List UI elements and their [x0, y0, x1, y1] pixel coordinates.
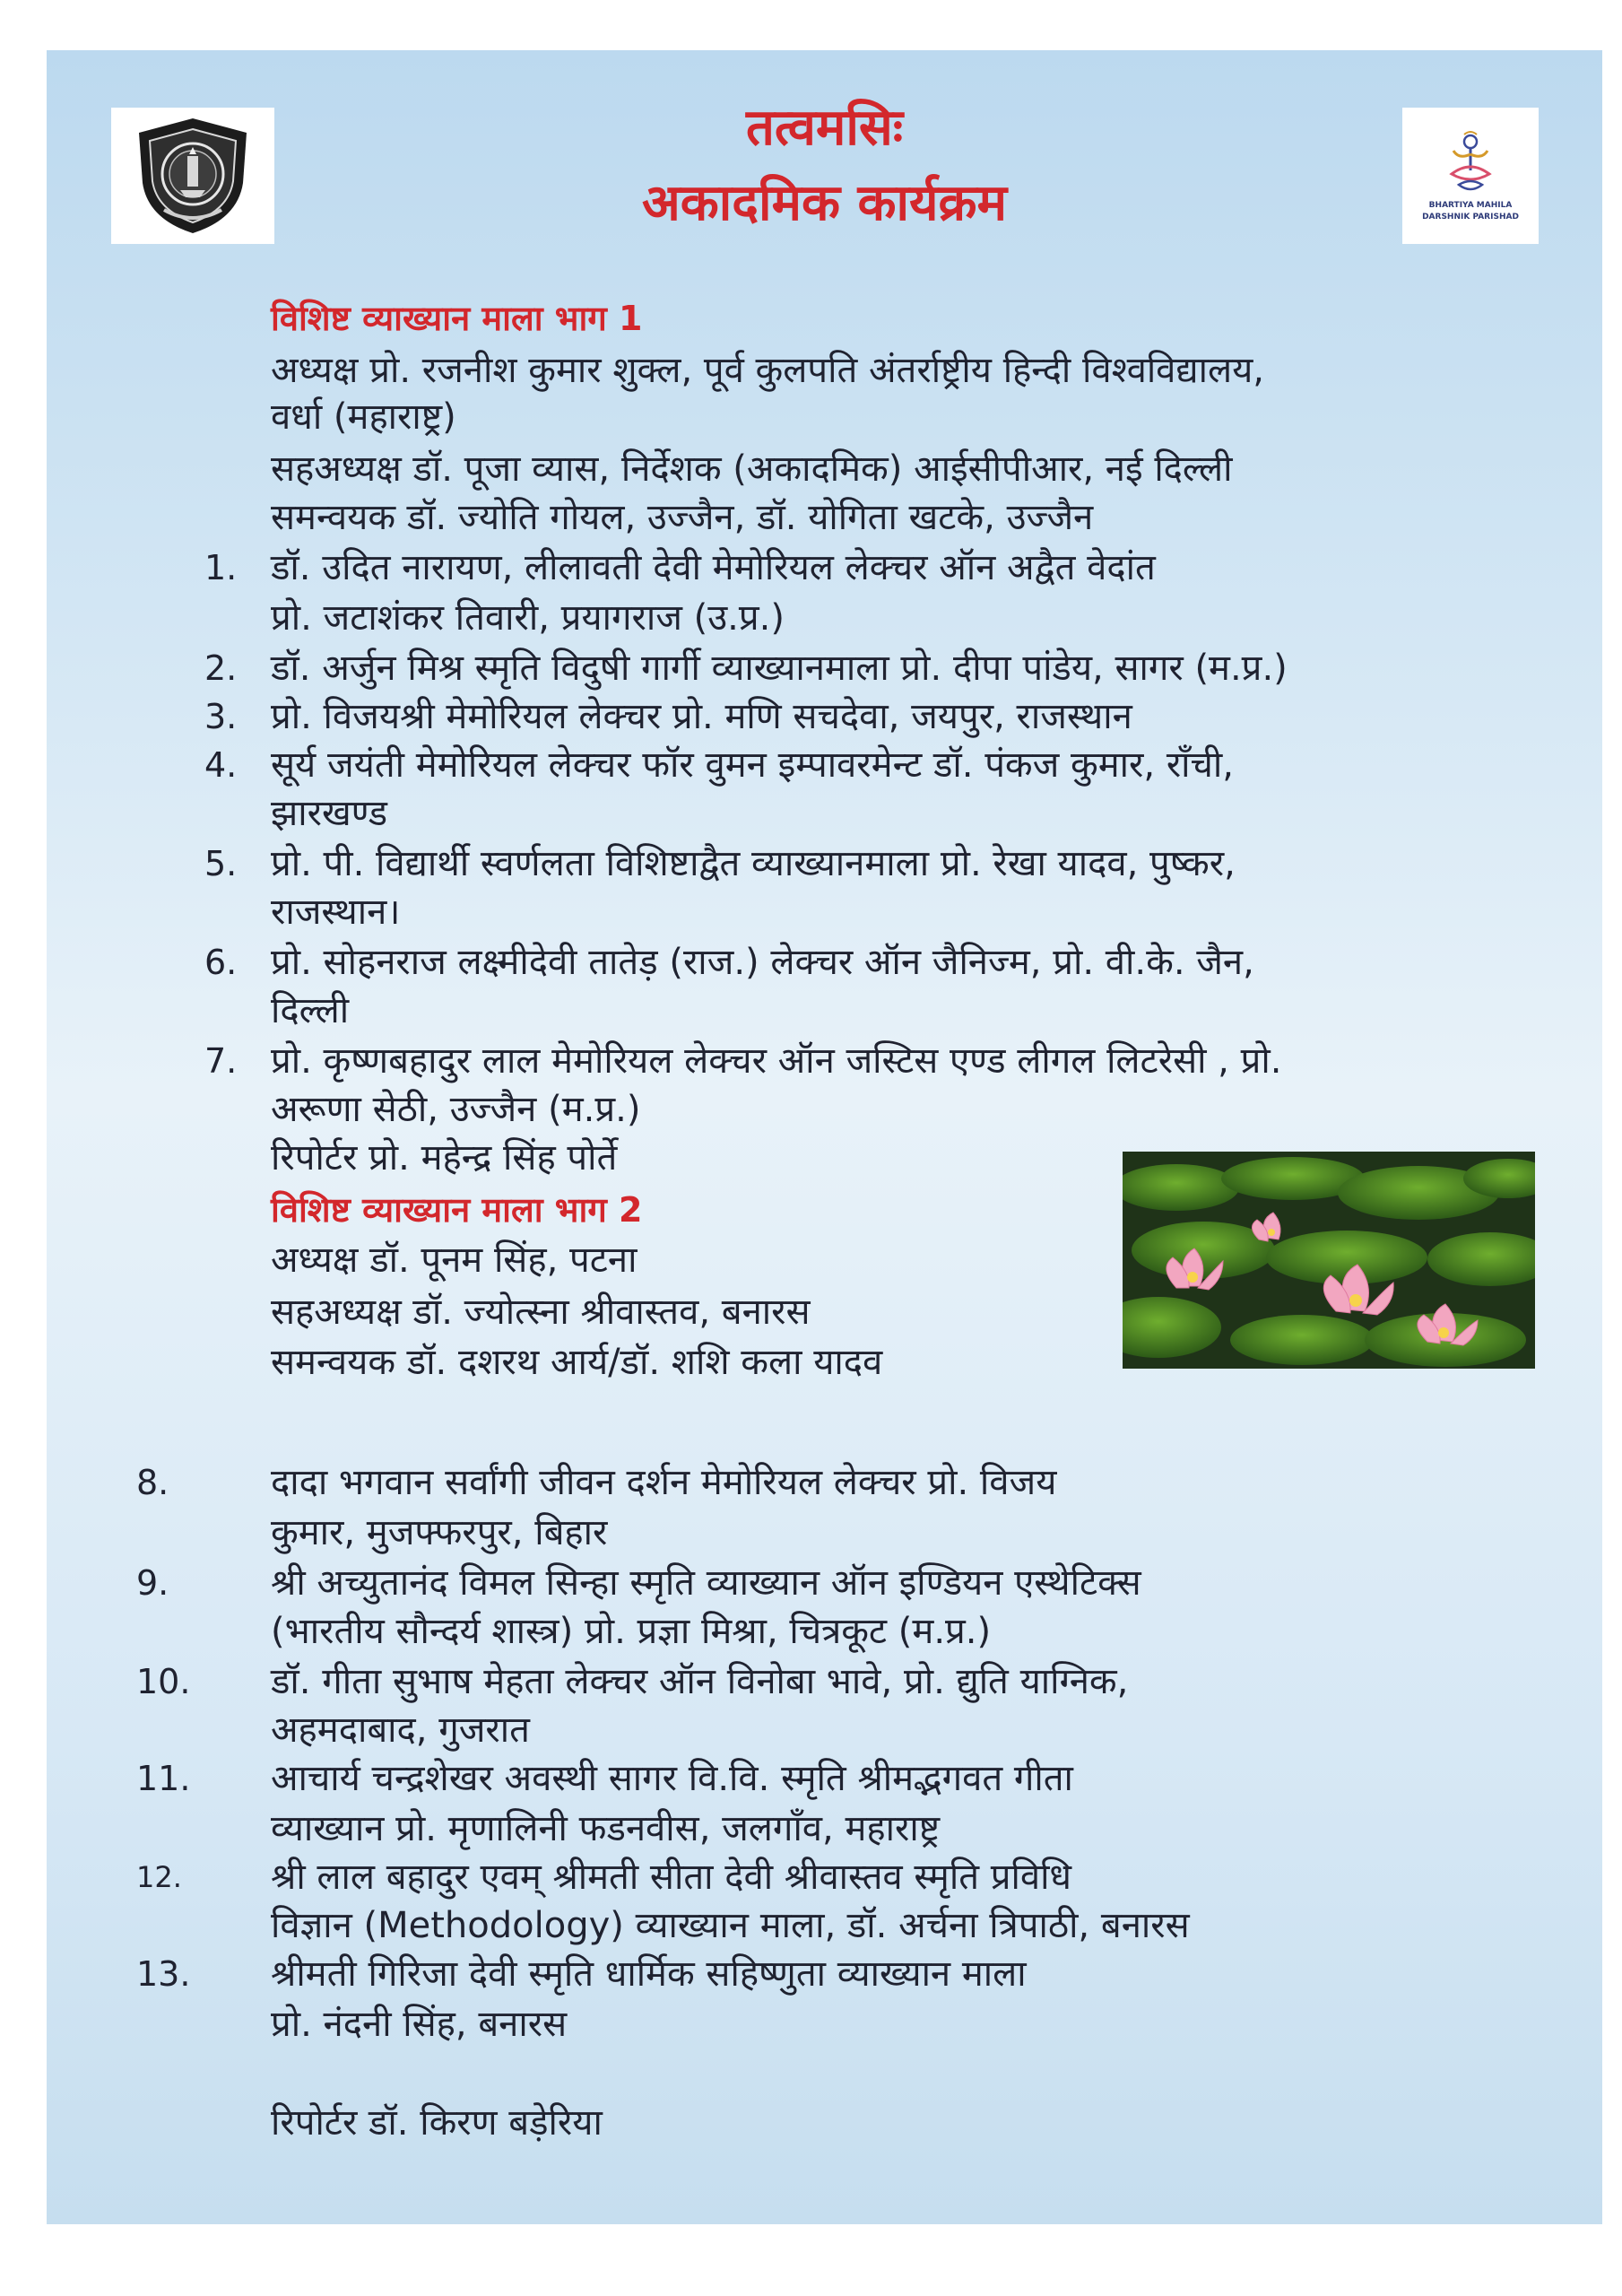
item-number: 4. [204, 745, 238, 785]
item-line: विज्ञान (Methodology) व्याख्यान माला, डॉ. अर्चना त्रिपाठी, बनारस [271, 1905, 1190, 1946]
series1-cochair: सहअध्यक्ष डॉ. पूजा व्यास, निर्देशक (अकादमिक) आईसीपीआर, नई दिल्ली [271, 448, 1233, 490]
item-number: 13. [136, 1954, 191, 1994]
series1-heading: विशिष्ट व्याख्यान माला भाग 1 [271, 299, 643, 338]
series1-reporter: रिपोर्टर प्रो. महेन्द्र सिंह पोर्ते [271, 1137, 618, 1178]
series2-reporter: रिपोर्टर डॉ. किरण बड़ेरिया [271, 2102, 603, 2144]
item-line: दादा भगवान सर्वांगी जीवन दर्शन मेमोरियल लेक्चर प्रो. विजय [271, 1462, 1057, 1503]
series1-chair-cont: वर्धा (महाराष्ट्र) [271, 396, 456, 438]
item-line: डॉ. अर्जुन मिश्र स्मृति विदुषी गार्गी व्याख्यानमाला प्रो. दीपा पांडेय, सागर (म.प्र.) [271, 648, 1288, 689]
item-number: 12. [136, 1860, 182, 1894]
series1-chair: अध्यक्ष प्रो. रजनीश कुमार शुक्ल, पूर्व कुलपति अंतर्राष्ट्रीय हिन्दी विश्वविद्यालय, [271, 350, 1265, 391]
item-line: श्रीमती गिरिजा देवी स्मृति धार्मिक सहिष्णुता व्याख्यान माला [271, 1953, 1027, 1995]
item-line: दिल्ली [271, 990, 350, 1031]
bmdp-logo-line2: DARSHNIK PARISHAD [1422, 213, 1519, 222]
lotus-pond-image [1123, 1152, 1535, 1369]
item-line: प्रो. जटाशंकर तिवारी, प्रयागराज (उ.प्र.) [271, 597, 785, 639]
page-subtitle: अकादमिक कार्यक्रम [641, 174, 1008, 232]
item-line: अरूणा सेठी, उज्जैन (म.प्र.) [271, 1089, 641, 1130]
item-line: प्रो. नंदनी सिंह, बनारस [271, 2004, 568, 2045]
item-line: प्रो. कृष्णबहादुर लाल मेमोरियल लेक्चर ऑन जस्टिस एण्ड लीगल लिटरेसी , प्रो. [271, 1040, 1282, 1082]
series2-heading: विशिष्ट व्याख्यान माला भाग 2 [271, 1190, 643, 1230]
bmdp-logo [1402, 108, 1539, 244]
item-number: 5. [204, 844, 238, 883]
item-number: 2. [204, 648, 238, 688]
item-line: डॉ. गीता सुभाष मेहता लेक्चर ऑन विनोबा भावे, प्रो. द्युति याग्निक, [271, 1661, 1129, 1702]
item-line: अहमदाबाद, गुजरात [271, 1709, 530, 1751]
series1-coordinator: समन्वयक डॉ. ज्योति गोयल, उज्जैन, डॉ. योगिता खटके, उज्जैन [271, 497, 1094, 538]
poster [47, 50, 1602, 2224]
item-line: डॉ. उदित नारायण, लीलावती देवी मेमोरियल लेक्चर ऑन अद्वैत वेदांत [271, 547, 1156, 588]
item-number: 3. [204, 697, 238, 736]
item-number: 11. [136, 1759, 191, 1798]
item-line: श्री लाल बहादुर एवम् श्रीमती सीता देवी श्रीवास्तव स्मृति प्रविधि [271, 1857, 1072, 1898]
item-line: (भारतीय सौन्दर्य शास्त्र) प्रो. प्रज्ञा मिश्रा, चित्रकूट (म.प्र.) [271, 1611, 992, 1652]
item-line: राजस्थान। [271, 891, 401, 933]
item-number: 6. [204, 943, 238, 982]
item-line: आचार्य चन्द्रशेखर अवस्थी सागर वि.वि. स्मृति श्रीमद्भगवत गीता [271, 1758, 1073, 1799]
item-line: सूर्य जयंती मेमोरियल लेक्चर फॉर वुमन इम्पावरमेन्ट डॉ. पंकज कुमार, राँची, [271, 744, 1235, 786]
bmdp-logo-line1: BHARTIYA MAHILA [1428, 201, 1513, 210]
item-number: 9. [136, 1563, 169, 1603]
series2-coordinator: समन्वयक डॉ. दशरथ आर्य/डॉ. शशि कला यादव [271, 1342, 883, 1383]
item-line: प्रो. पी. विद्यार्थी स्वर्णलता विशिष्टाद्वैत व्याख्यानमाला प्रो. रेखा यादव, पुष्कर, [271, 843, 1236, 884]
series2-chair: अध्यक्ष डॉ. पूनम सिंह, पटना [271, 1239, 638, 1281]
item-number: 10. [136, 1662, 191, 1701]
item-line: श्री अच्युतानंद विमल सिन्हा स्मृति व्याख्यान ऑन इण्डियन एस्थेटिक्स [271, 1562, 1141, 1604]
item-line: व्याख्यान प्रो. मृणालिनी फडनवीस, जलगाँव, महाराष्ट्र [271, 1808, 941, 1849]
page-title: तत्वमसिः [745, 99, 904, 157]
item-number: 8. [136, 1463, 169, 1502]
item-line: झारखण्ड [271, 793, 388, 834]
lotus-meditation-icon [1439, 129, 1502, 199]
item-line: प्रो. सोहनराज लक्ष्मीदेवी तातेड़ (राज.) लेक्चर ऑन जैनिज्म, प्रो. वी.के. जैन, [271, 942, 1254, 983]
series2-cochair: सहअध्यक्ष डॉ. ज्योत्स्ना श्रीवास्तव, बनारस [271, 1292, 811, 1333]
lotus-flower-icon [1123, 1152, 1535, 1369]
item-line: कुमार, मुजफ्फरपुर, बिहार [271, 1512, 608, 1553]
item-number: 1. [204, 548, 238, 587]
item-number: 7. [204, 1041, 238, 1081]
item-line: प्रो. विजयश्री मेमोरियल लेक्चर प्रो. मणि सचदेवा, जयपुर, राजस्थान [271, 696, 1132, 737]
